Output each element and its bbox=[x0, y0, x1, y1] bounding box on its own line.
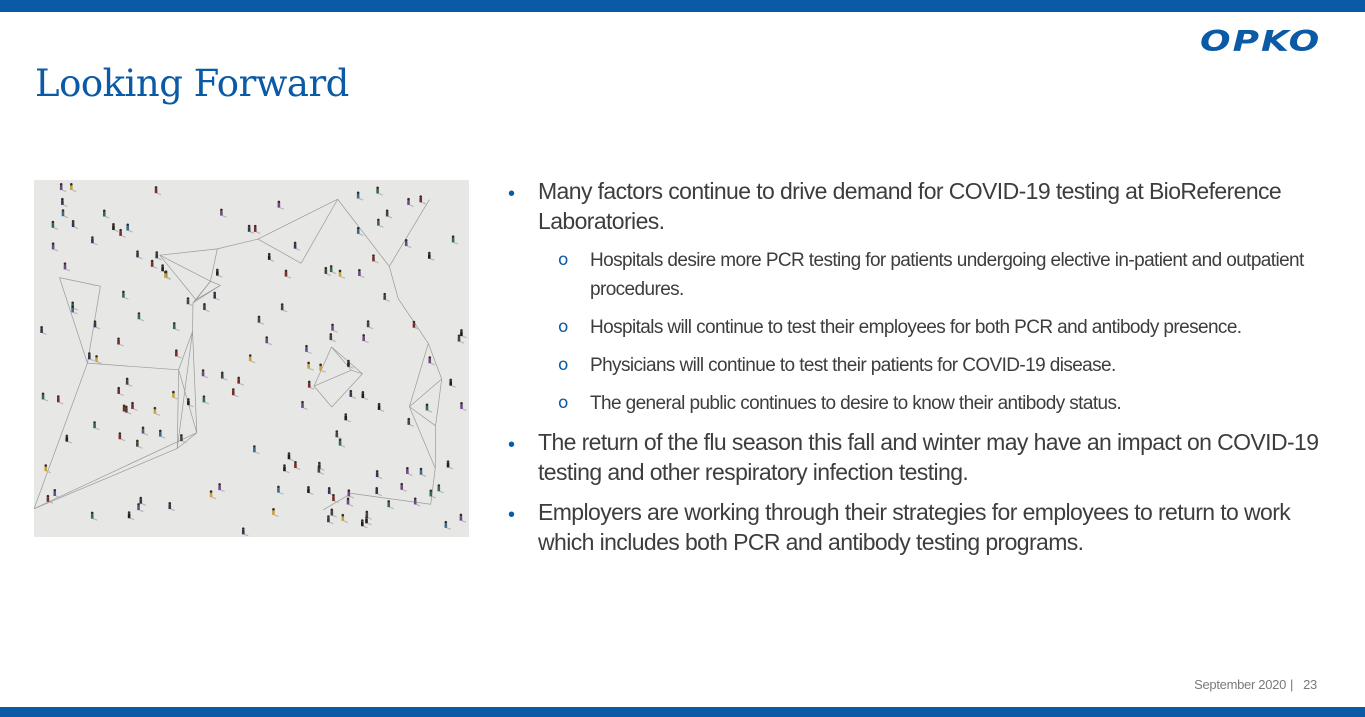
sub-bullet-marker: o bbox=[558, 250, 569, 270]
sub-bullet-item bbox=[508, 313, 1328, 342]
bullet-marker: • bbox=[508, 183, 516, 205]
sub-bullet-text: The general public continues to desire to know their antibody status. bbox=[590, 393, 1122, 414]
sub-bullet-marker: o bbox=[558, 317, 569, 337]
bullet-list bbox=[508, 176, 1328, 567]
footer-separator: | bbox=[1290, 677, 1294, 692]
sub-bullet-text: Physicians will continue to test their patients for COVID-19 disease. bbox=[590, 355, 1116, 376]
bullet-text: Many factors continue to drive demand for COVID-19 testing at BioReference Laboratories. bbox=[538, 178, 1282, 234]
sub-bullet-text: Hospitals will continue to test their employees for both PCR and antibody presence. bbox=[590, 317, 1242, 338]
sub-bullet-marker: o bbox=[558, 393, 569, 413]
sub-bullet-text: Hospitals desire more PCR testing for patients undergoing elective in-patient and outpatient procedures. bbox=[590, 250, 1304, 300]
sub-bullet-marker: o bbox=[558, 355, 569, 375]
sub-bullet-item bbox=[508, 351, 1328, 380]
bullet-item bbox=[508, 497, 1328, 557]
crowd-people bbox=[40, 183, 466, 536]
sub-bullet-item bbox=[508, 246, 1328, 304]
page-number: 23 bbox=[1303, 677, 1317, 692]
network-lines bbox=[34, 199, 442, 510]
bullet-marker: • bbox=[508, 434, 516, 456]
opko-logo: OPKO bbox=[1200, 25, 1322, 59]
bullet-text: Employers are working through their strategies for employees to return to work which includes both PCR and antibody testing programs. bbox=[538, 499, 1291, 555]
footer-date: September 2020 bbox=[1194, 677, 1287, 692]
bullet-marker: • bbox=[508, 504, 516, 526]
bottom-brand-bar bbox=[0, 707, 1365, 717]
bullet-item bbox=[508, 176, 1328, 236]
bullet-text: The return of the flu season this fall and winter may have an impact on COVID-19 testing and other respiratory infection testing. bbox=[538, 429, 1319, 485]
crowd-network-photo bbox=[34, 180, 469, 537]
slide-footer bbox=[1194, 677, 1317, 692]
top-brand-bar bbox=[0, 0, 1365, 12]
sub-bullet-item bbox=[508, 389, 1328, 418]
bullet-item bbox=[508, 427, 1328, 487]
photo-illustration bbox=[34, 180, 469, 537]
page-title: Looking Forward bbox=[35, 62, 349, 105]
